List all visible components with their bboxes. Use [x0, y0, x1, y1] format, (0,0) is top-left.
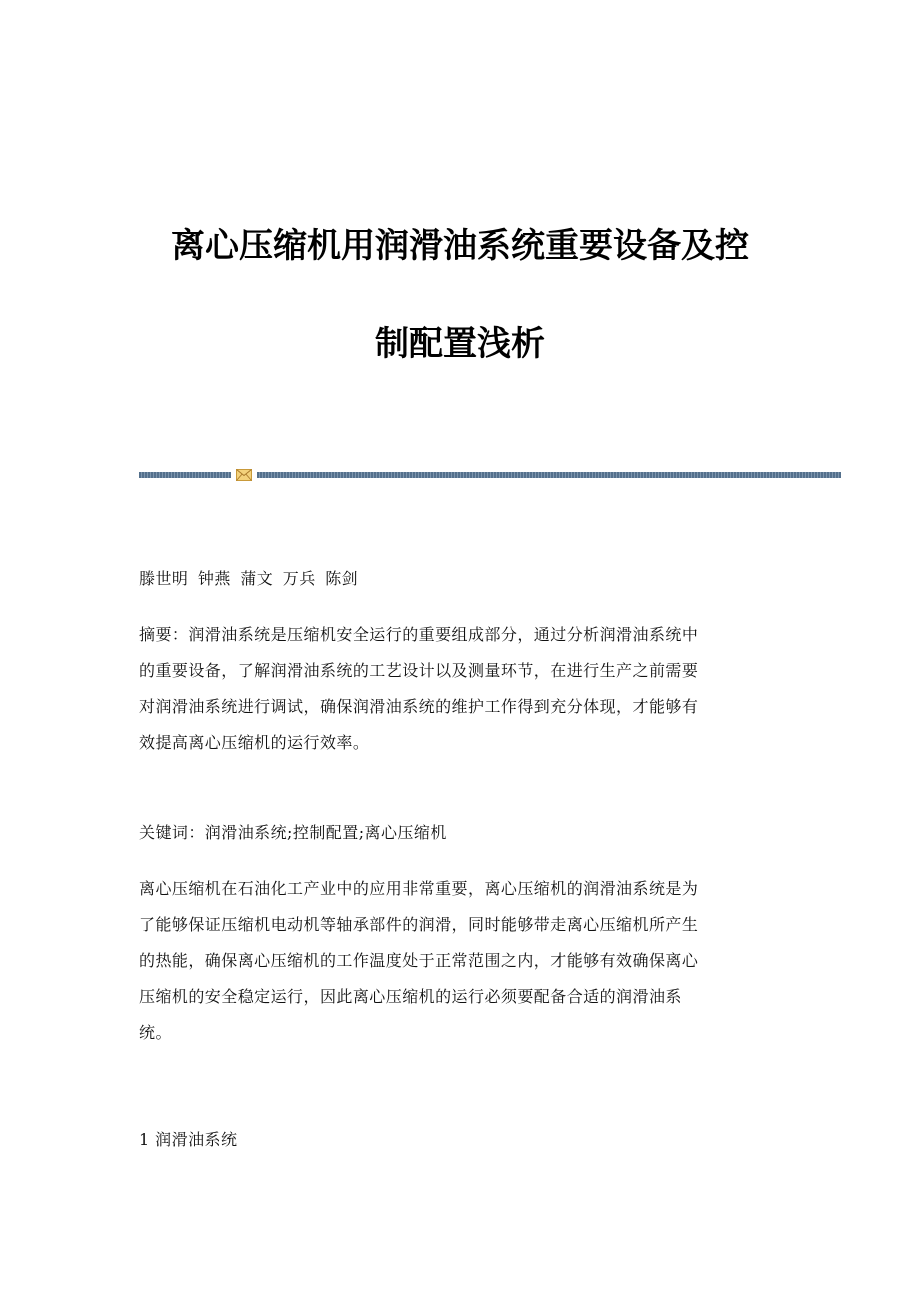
- envelope-icon: [236, 469, 252, 481]
- title-line-2: 制配置浅析: [375, 324, 545, 364]
- abstract-line: 对润滑油系统进行调试，确保润滑油系统的维护工作得到充分体现，才能够有: [139, 697, 699, 716]
- body-line: 的热能，确保离心压缩机的工作温度处于正常范围之内，才能够有效确保离心: [139, 951, 699, 970]
- intro-paragraph: [139, 871, 779, 1051]
- body-line: 压缩机的安全稳定运行，因此离心压缩机的运行必须要配备合适的润滑油系: [139, 987, 682, 1006]
- abstract-line: 效提高离心压缩机的运行效率。: [139, 733, 370, 752]
- body-line: 离心压缩机在石油化工产业中的应用非常重要，离心压缩机的润滑油系统是为: [139, 879, 699, 898]
- divider-left-bar: [139, 472, 231, 478]
- title-line-1: 离心压缩机用润滑油系统重要设备及控: [171, 226, 749, 266]
- body-line: 统。: [139, 1023, 172, 1042]
- abstract-line: 摘要：润滑油系统是压缩机安全运行的重要组成部分，通过分析润滑油系统中: [139, 625, 699, 644]
- title-divider: [139, 469, 841, 481]
- abstract-line: 的重要设备，了解润滑油系统的工艺设计以及测量环节，在进行生产之前需要: [139, 661, 699, 680]
- section-heading: 1 润滑油系统: [139, 1130, 238, 1149]
- keywords: 关键词：润滑油系统;控制配置;离心压缩机: [139, 823, 447, 842]
- divider-right-bar: [257, 472, 841, 478]
- abstract: [139, 617, 779, 761]
- authors: 滕世明 钟燕 蒲文 万兵 陈剑: [139, 569, 359, 588]
- body-line: 了能够保证压缩机电动机等轴承部件的润滑，同时能够带走离心压缩机所产生: [139, 915, 699, 934]
